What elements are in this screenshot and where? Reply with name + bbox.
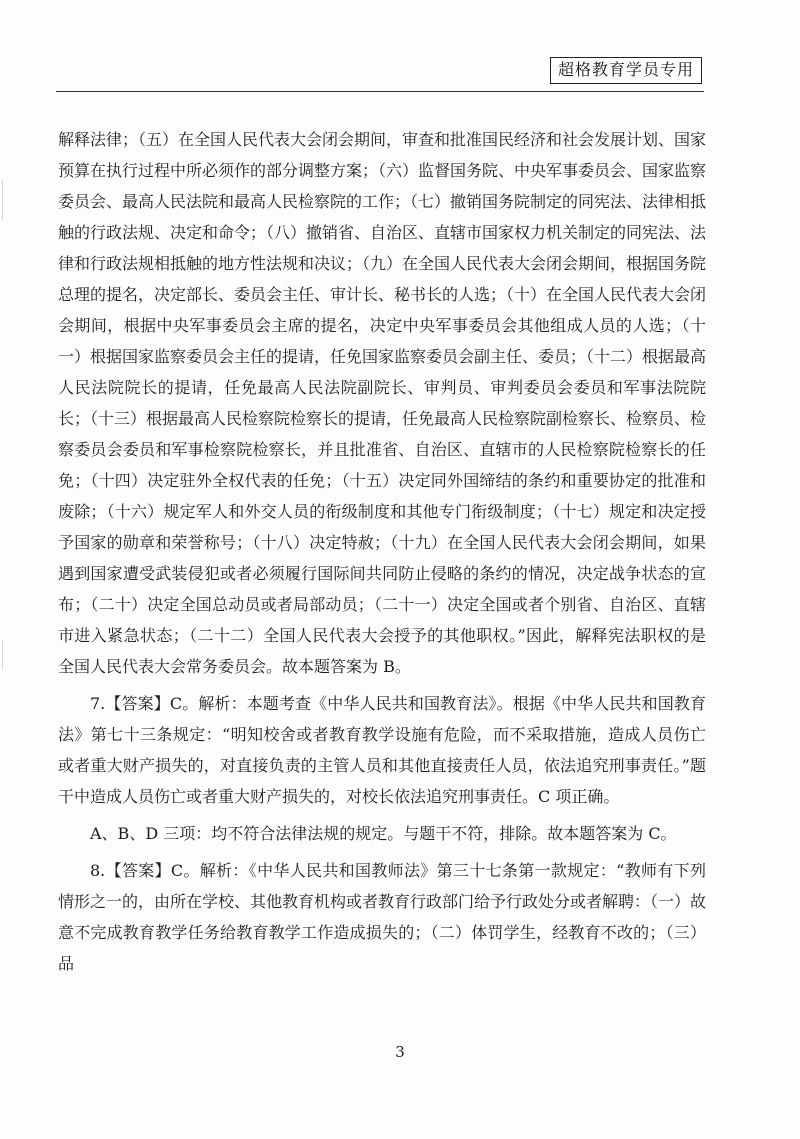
header-badge: 超格教育学员专用: [550, 57, 702, 84]
document-body: [58, 124, 706, 979]
paragraph-answer-7-note: A、B、D 三项：均不符合法律法规的规定。与题干不符，排除。故本题答案为 C。: [90, 824, 677, 843]
paragraph-answer-8: 8.【答案】C。解析：《中华人民共和国教师法》第三十七条第一款规定：“教师有下列情形之一的，由所在学校、其他教育机构或者教育行政部门给予行政处分或者解聘：（一）故意不完成教育教学任务给教育教学工作造成损失的；（二）体罚学生，经教育不改的；（三）品: [58, 861, 707, 973]
paragraph-answer-7: 7.【答案】C。解析：本题考查《中华人民共和国教育法》。根据《中华人民共和国教育法》第七十三条规定：“明知校舍或者教育教学设施有危险，而不采取措施，造成人员伤亡或者重大财产损失的，对直接负责的主管人员和其他直接责任人员，依法追究刑事责任。”题干中造成人员伤亡或者重大财产损失的，对校长依法追究刑事责任。C 项正确。: [58, 694, 706, 806]
paragraph-continuation: 解释法律；（五）在全国人民代表大会闭会期间，审查和批准国民经济和社会发展计划、国家预算在执行过程中所必须作的部分调整方案；（六）监督国务院、中央军事委员会、国家监察委员会、最高人民法院和最高人民检察院的工作；（七）撤销国务院制定的同宪法、法律相抵触的行政法规、决定和命令；（八）撤销省、自治区、直辖市国家权力机关制定的同宪法、法律和行政法规相抵触的地方性法规和决议；（九）在全国人民代表大会闭会期间，根据国务院总理的提名，决定部长、委员会主任、审计长、秘书长的人选；（十）在全国人民代表大会闭会期间，根据中央军事委员会主席的提名，决定中央军事委员会其他组成人员的人选；（十一）根据国家监察委员会主任的提请，任免国家监察委员会副主任、委员；（十二）根据最高人民法院院长的提请，任免最高人民法院副院长、审判员、审判委员会委员和军事法院院长；（十三）根据最高人民检察院检察长的提请，任免最高人民检察院副检察长、检察员、检察委员会委员和军事检察院检察长，并且批准省、自治区、直辖市的人民检察院检察长的任免；（十四）决定驻外全权代表的任免；（十五）决定同外国缔结的条约和重要协定的批准和废除；（十六）规定军人和外交人员的衔级制度和其他专门衔级制度；（十七）规定和决定授予国家的勋章和荣誉称号；（十八）决定特赦；（十九）在全国人民代表大会闭会期间，如果遇到国家遭受武装侵犯或者必须履行国际间共同防止侵略的条约的情况，决定战争状态的宣布；（二十）决定全国总动员或者局部动员；（二十一）决定全国或者个别省、自治区、直辖市进入紧急状态；（二十二）全国人民代表大会授予的其他职权。”因此，解释宪法职权的是全国人民代表大会常务委员会。故本题答案为 B。: [58, 130, 707, 676]
page-number: 3: [395, 1043, 405, 1061]
header-rule: [56, 91, 704, 92]
scan-margin-mark: [2, 180, 3, 220]
scan-margin-mark: [2, 640, 3, 670]
